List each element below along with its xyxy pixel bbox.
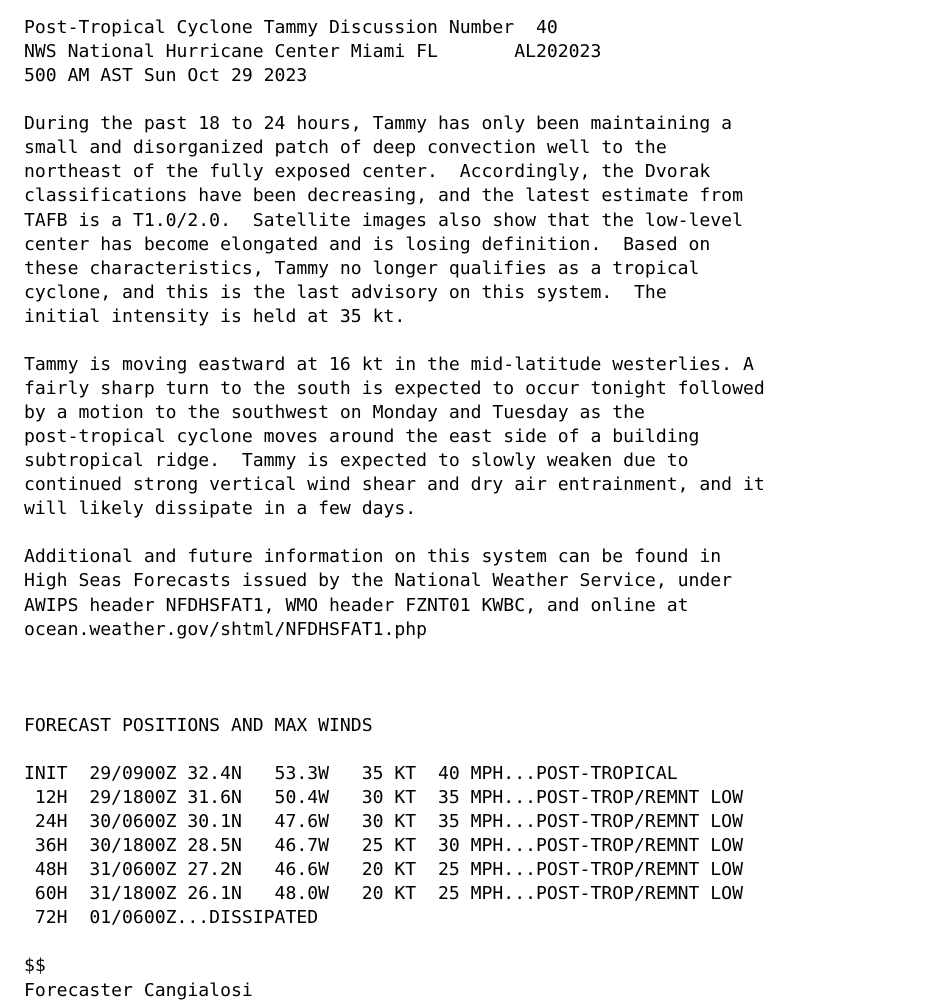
paragraph-3-line: AWIPS header NFDHSFAT1, WMO header FZNT01 KWBC, and online at [24,594,689,616]
paragraph-3-line: Additional and future information on this system can be found in [24,546,722,568]
paragraph-2-line: will likely dissipate in a few days. [24,498,417,520]
forecast-row: 60H 31/1800Z 26.1N 48.0W 20 KT 25 MPH...POST-TROP/REMNT LOW [24,883,743,905]
paragraph-1-line: classifications have been decreasing, and the latest estimate from [24,185,743,207]
blank-line [24,521,950,545]
paragraph-2-line: subtropical ridge. Tammy is expected to slowly weaken due to [24,450,689,472]
paragraph-1-line: center has become elongated and is losing definition. Based on [24,233,711,255]
blank-line [24,88,950,112]
paragraph-2-line: by a motion to the southwest on Monday and Tuesday as the [24,402,645,423]
paragraph-2-line: continued strong vertical wind shear and dry air entrainment, and it [24,474,765,496]
paragraph-3-line: High Seas Forecasts issued by the National Weather Service, under [24,570,733,592]
paragraph-3-line: ocean.weather.gov/shtml/NFDHSFAT1.php [24,618,428,640]
issuance-time-line: 500 AM AST Sun Oct 29 2023 [24,65,308,87]
blank-line [24,329,950,353]
blank-line [24,642,950,666]
paragraph-2-line: post-tropical cyclone moves around the east side of a building [24,426,700,448]
title-line: Post-Tropical Cyclone Tammy Discussion Number 40 [24,17,558,38]
forecast-row: 48H 31/0600Z 27.2N 46.6W 20 KT 25 MPH...POST-TROP/REMNT LOW [24,859,743,881]
paragraph-2-line: Tammy is moving eastward at 16 kt in the mid-latitude westerlies. A [24,353,754,375]
forecast-row: 36H 30/1800Z 28.5N 46.7W 25 KT 30 MPH...POST-TROP/REMNT LOW [24,835,743,857]
paragraph-1-line: TAFB is a T1.0/2.0. Satellite images also show that the low-level [24,209,743,231]
blank-line [24,738,950,762]
paragraph-1-line: small and disorganized patch of deep convection well to the [24,137,667,159]
paragraph-1-line: initial intensity is held at 35 kt. [24,305,406,327]
paragraph-1-line: northeast of the fully exposed center. Accordingly, the Dvorak [24,161,711,183]
forecast-heading: FORECAST POSITIONS AND MAX WINDS [24,714,373,736]
forecast-row: 72H 01/0600Z...DISSIPATED [24,907,319,929]
forecast-row: 24H 30/0600Z 30.1N 47.6W 30 KT 35 MPH...POST-TROP/REMNT LOW [24,811,743,833]
discussion-text [24,16,950,1003]
blank-line [24,690,950,714]
blank-line [24,930,950,954]
end-marker: $$ [24,955,46,977]
paragraph-2-line: fairly sharp turn to the south is expected to occur tonight followed [24,377,765,399]
paragraph-1-line: these characteristics, Tammy no longer qualifies as a tropical [24,257,700,279]
forecast-row: INIT 29/0900Z 32.4N 53.3W 35 KT 40 MPH...POST-TROPICAL [24,762,678,784]
paragraph-1-line: During the past 18 to 24 hours, Tammy has only been maintaining a [24,113,733,135]
forecaster-signature: Forecaster Cangialosi [24,979,253,1001]
forecast-row: 12H 29/1800Z 31.6N 50.4W 30 KT 35 MPH...POST-TROP/REMNT LOW [24,787,743,808]
paragraph-1-line: cyclone, and this is the last advisory on this system. The [24,281,667,303]
blank-line [24,666,950,690]
office-line: NWS National Hurricane Center Miami FL AL202023 [24,41,602,63]
